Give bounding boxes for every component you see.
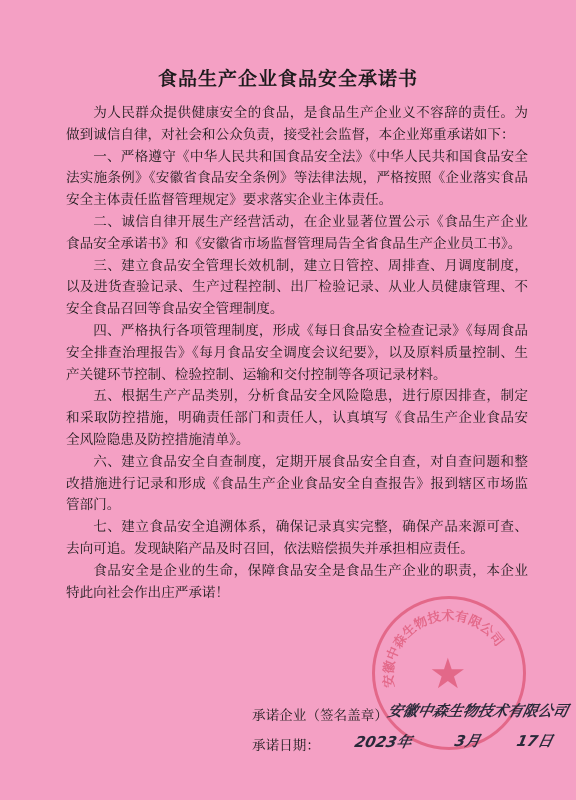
- paragraph-item-5: 五、根据生产产品类别，分析食品安全风险隐患，进行原因排查，制定和采取防控措施，明确责任部门和责任人，认真填写《食品生产企业食品安全风险隐患及防控措施清单》。: [66, 388, 528, 448]
- handwritten-date-year: 2023年: [352, 733, 414, 751]
- paragraph-item-2: 二、诚信自律开展生产经营活动，在企业显著位置公示《食品生产企业食品安全承诺书》和《安徽省市场监督管理局告全省食品生产企业员工书》。: [66, 213, 528, 252]
- paragraph-closing: 食品安全是企业的生命，保障食品安全是食品生产企业的职责，本企业特此向社会作出庄严承诺！: [66, 562, 528, 601]
- paragraph-intro: 为人民群众提供健康安全的食品，是食品生产企业义不容辞的责任。为做到诚信自律，对社会和公众负责，接受社会监督，本企业郑重承诺如下：: [66, 105, 528, 143]
- signature-company-label: 承诺企业（签名盖章）: [252, 708, 388, 724]
- seal-star-icon: ★: [429, 649, 467, 698]
- handwritten-company-signature: 安徽中森生物技术有限公司: [385, 702, 570, 720]
- paragraph-item-3: 三、建立食品安全管理长效机制，建立日管控、周排查、月调度制度，以及进货查验记录、生产过程控制、出厂检验记录、从业人员健康管理、不安全食品召回等食品安全管理制度。: [66, 257, 528, 318]
- handwritten-date-day: 17日: [514, 732, 555, 750]
- document-body: [66, 103, 528, 604]
- paragraph-item-7: 七、建立食品安全追溯体系，确保记录真实完整，确保产品来源可查、去向可追。发现缺陷产品及时召回，依法赔偿损失并承担相应责任。: [66, 519, 528, 557]
- seal-text: 安徽中森生物技术有限公司: [381, 609, 506, 689]
- paragraph-item-4: 四、严格执行各项管理制度，形成《每日食品安全检查记录》《每周食品安全排查治理报告》《每月食品安全调度会议纪要》，以及原料质量控制、生产关键环节控制、检验控制、运输和交付控制等各项记录材料。: [66, 322, 528, 383]
- company-seal: [372, 596, 526, 750]
- handwritten-date-month: 3月: [452, 732, 483, 750]
- paragraph-item-6: 六、建立食品安全自查制度，定期开展食品安全自查，对自查问题和整改措施进行记录和形成《食品生产企业食品安全自查报告》报到辖区市场监管部门。: [66, 453, 528, 514]
- signature-date-label: 承诺日期：: [252, 738, 320, 754]
- paragraph-item-1: 一、严格遵守《中华人民共和国食品安全法》《中华人民共和国食品安全法实施条例》《安徽省食品安全条例》等法律法规，严格按照《企业落实食品安全主体责任监督管理规定》要求落实企业主体责任。: [66, 148, 528, 209]
- document-title: 食品生产企业食品安全承诺书: [157, 68, 418, 90]
